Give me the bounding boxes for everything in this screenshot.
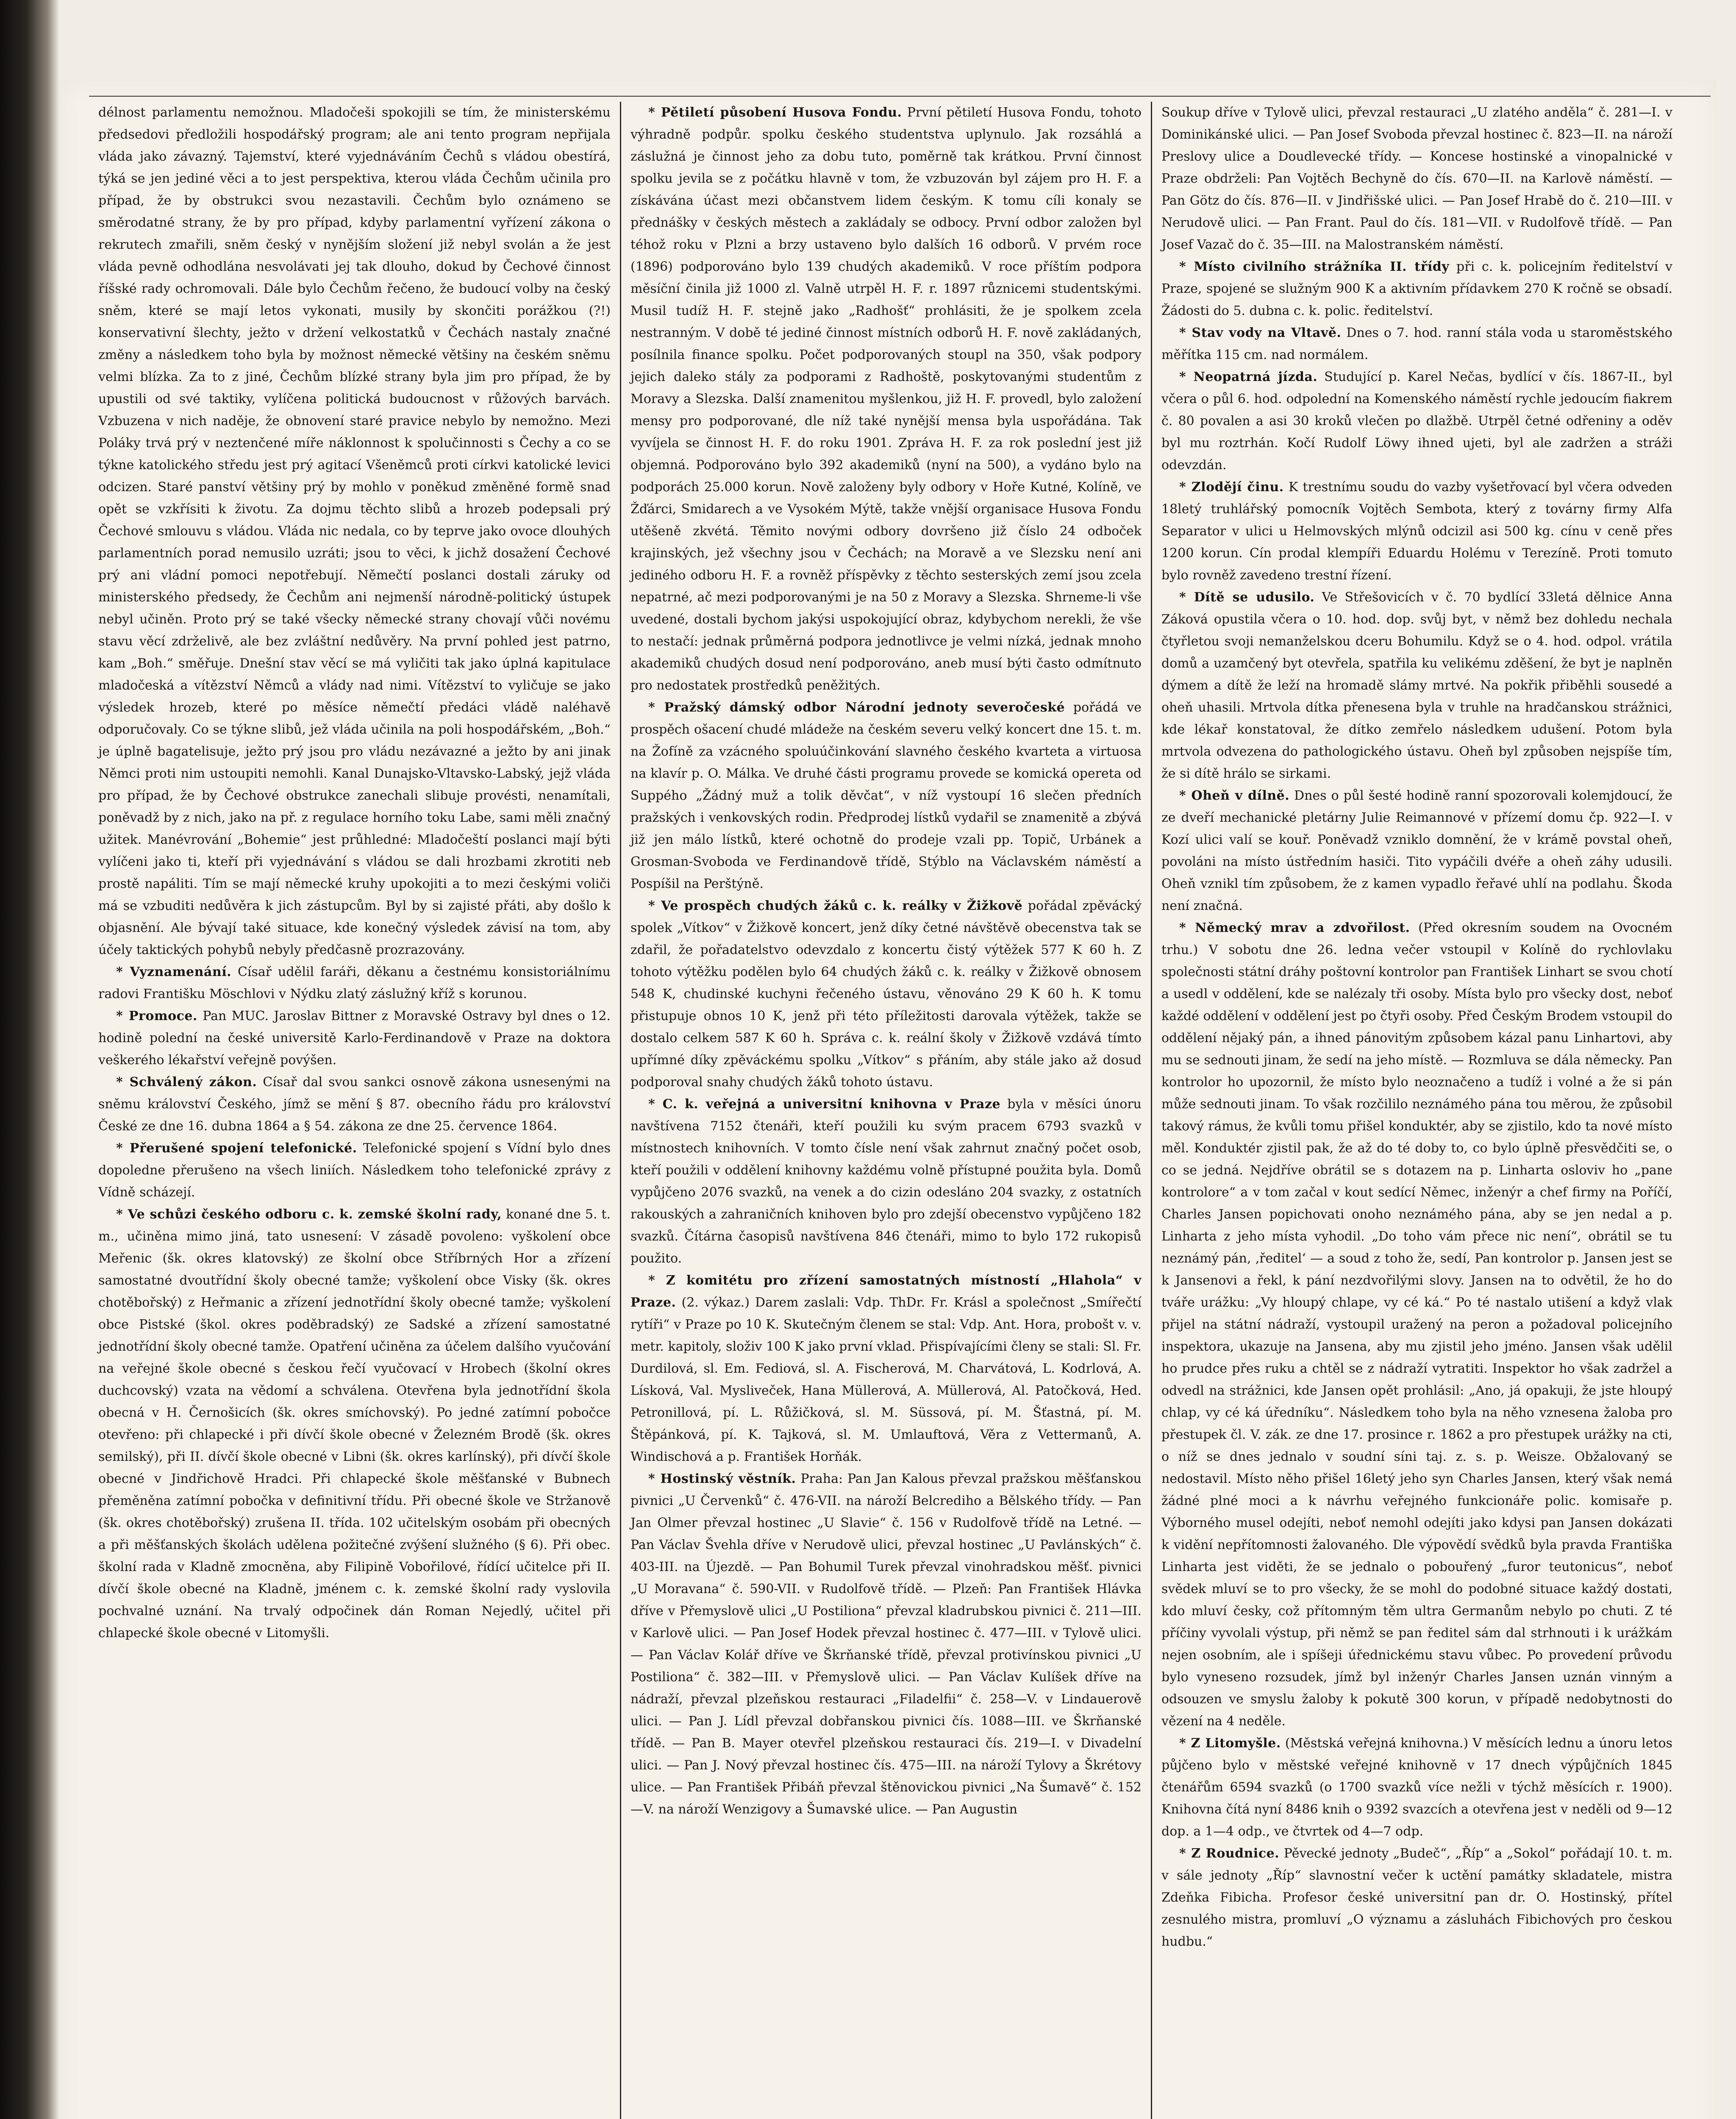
news-item-heading: * Oheň v dílně. <box>1179 788 1290 803</box>
news-item-text: Studující p. Karel Nečas, bydlící v čís. 1867-II., byl včera o půl 6. hod. odpolední na Komenského náměstí rychle jedoucím fiakrem č. 80 povalen a asi 30 kroků vlečen po dlažbě. Utrpěl četné odřeniny a oděv byl mu roztrhán. Kočí Rudolf Löwy ihned ujeti, byl ale zadržen a stráži odevzdán. <box>1161 370 1672 473</box>
news-item-text: Praha: Pan Jan Kalous převzal pražskou měšťanskou pivnici „U Červenků“ č. 476-VII. na nároží Belcrediho a Bělského třídy. — Pan Jan Olmer převzal hostinec „U Slavie“ č. 156 v Rudolfově třídě na Letné. — Pan Václav Švehla dříve v Nerudově ulici, převzal hostinec „U Pavlánských“ č. 403-III. na Újezdě. — Pan Bohumil Turek převzal vinohradskou měšť. pivnici „U Moravana“ č. 590-VII. v Rudolfově třídě. — Plzeň: Pan František Hlávka dříve v Přemyslově ulici „U Postiliona“ převzal kladrubskou pivnici č. 211—III. v Karlově ulici. — Pan Josef Hodek převzal hostinec č. 477—III. v Tylově ulici. — Pan Václav Kolář dříve ve Škrňanské třídě, převzal protivínskou pivnici „U Postiliona“ č. 382—III. v Přemyslově ulici. — Pan Václav Kulíšek dříve na nádraží, převzal plzeňskou restauraci „Filadelfii“ č. 258—V. v Lindauerově ulici. — Pan J. Lídl převzal dobřanskou pivnici čís. 1088—III. ve Škrňanské třídě. — Pan B. Mayer otevřel plzeňskou restauraci čís. 219—I. v Divadelní ulici. — Pan J. Nový převzal hostinec čís. 475—III. na nároží Tylovy a Škrétovy ulice. — Pan František Přibáň převzal štěnovickou pivnici „Na Šumavě“ č. 152—V. na nároží Wenzigovy a Šumavské ulice. — Pan Augustin <box>631 1471 1142 1817</box>
news-item-heading: * Schválený zákon. <box>116 1075 257 1090</box>
news-item-text: (2. výkaz.) Darem zaslali: Vdp. ThDr. Fr. Krásl a společnost „Smířečtí rytíři“ v Praze po 10 K. Skutečným členem se stal: Vdp. Ant. Hora, probošt v. v. metr. kapitoly, složiv 100 K jako první vklad. Přispívajícími členy se stali: Sl. Fr. Durdilová, sl. Em. Fediová, sl. A. Fischerová, M. Charvátová, L. Kodrlová, A. Lísková, Val. Mysliveček, Hana Müllerová, A. Müllerová, Al. Patočková, Hed. Petronillová, pí. L. Růžičková, sl. M. Süssová, pí. M. Šťastná, pí. M. Štěpánková, pí. K. Tajková, sl. M. Umlauftová, Věra z Vettermanů, A. Windischová a p. František Horňák. <box>631 1295 1142 1464</box>
news-item <box>1161 322 1672 366</box>
news-item-heading: * Pětiletí působení Husova Fondu. <box>648 105 902 120</box>
news-item <box>98 1005 611 1071</box>
news-item-text: (Před okresním soudem na Ovocném trhu.) V sobotu dne 26. ledna večer vstoupil v Kolíně do rychlovlaku společnosti státní dráhy poštovní kontrolor pan František Linhart se svou chotí a usedl v oddělení, kde se nalézaly tři osoby. Místa bylo pro všecky dost, neboť každé oddělení v oddělení jest po čtyři osoby. Před Českým Brodem vstoupil do oddělení nějaký pán, a ihned pánovitým způsobem kázal panu Linhartovi, aby mu se sednouti jinam, že sedí na jeho místě. — Rozmluva se dála německy. Pan kontrolor ho upozornil, že místo bylo neoznačeno a tudíž i volné a že si pán může sednouti jinam. To však rozčililo neznámého pána tou měrou, že způsobil takový rámus, že kvůli tomu přišel konduktér, aby se zjistilo, kdo ta nové místo měl. Konduktér zjistil pak, že až do té doby to, co bylo úplně přesvědčiti se, o co se jedná. Nejdříve obrátil se s dotazem na p. Linharta osloviv ho „pane kontrolore“ a v tom začal v kout sedící Němec, inženýr a chef firmy na Poříčí, Charles Jansen popichovati onoho neznámého pána, aby se jen nedal a p. Linharta z jeho místa vyhodil. „Do toho vám přece nic není“, obrátil se tu neznámý pán, ‚ředitel‘ — a soud z toho že, sedí, Pan kontrolor p. Jansen jest se k Jansenovi a řekl, k pání nezdvořilými slovy. Jansen na to odvětil, že ho do tváře urážku: „Vy hloupý chlape, vy cé ká.“ Po té nastalo utišení a když vlak přijel na státní nádraží, vystoupil uražený na peron a požadoval policejního inspektora, ukazuje na Jansena, aby mu zjistil jeho jméno. Jansen však udělil ho prudce přes ruku a chtěl se z nádraží vytratiti. Inspektor ho však zadržel a odvedl na strážnici, kde Jansen opět prohlásil: „Ano, já opakuji, že jste hloupý chlap, vy cé ká úředníku“. Následkem toho byla na něho vznesena žaloba pro přestupek čl. V. zák. ze dne 17. prosince r. 1862 a pro přestupek urážky na cti, o níž se dnes jednalo v soudní síni taj. z. s. p. Weisze. Obžalovaný se nedostavil. Místo něho přišel 16letý jeho syn Charles Jansen, který však nemá žádné plné moci a k návrhu veřejného funkcionáře polic. komisaře p. Výborného musel odejíti, neboť nemohl odejíti jako kdysi pan Jansen dokázati k vidění nepřítomnosti žalovaného. Dle výpovědí svědků byla pravda Františka Linharta jest viděti, že se jednalo o pobouřený „furor teutonicus“, neboť svědek mluví se to pro všecky, že se mohl do podobné situace každý dostati, kdo mluví česky, což přítomným těm ultra Germanům nebylo po chuti. Z té příčiny vyvolali výstup, při němž se pan ředitel sám dal strhnouti i k urážkám nejen osobním, ale i spíšeji úřednickému stavu vůbec. Po provedení průvodu bylo vyneseno rozsudek, jímž byl inženýr Charles Jansen uznán vinným a odsouzen ve smyslu žaloby k pokutě 300 korun, v případě nedobytnosti do vězení na 4 neděle. <box>1161 920 1673 1729</box>
news-item-text: Pěvecké jednoty „Budeč“, „Říp“ a „Sokol“ pořádají 10. t. m. v sále jednoty „Říp“ slavnostní večer k uctění památky skladatele, mistra Zdeňka Fibicha. Profesor české universitní pan dr. O. Hostinský, přítel zesnulého mistra, promluví „O významu a zásluhách Fibichových pro českou hudbu.“ <box>1161 1846 1672 1949</box>
news-item-text: První pětiletí Husova Fondu, tohoto výhradně podpůr. spolku českého studentstva uplynulo. Jak rozsáhlá a záslužná je činnost jeho za dobu tuto, poměrně tak krátkou. První činnost spolku jevila se z počátku hlavně v tom, že vzbuzován byl zájem pro H. F. a získávána účast mezi občanstvem lidem českým. K tomu cíli konaly se přednášky v českých městech a zakládaly se odbocy. První odbor založen byl téhož roku v Plzni a brzy ustaveno bylo dalších 16 odborů. V prvém roce (1896) podporováno bylo 139 chudých akademiků. V roce příštím podpora měsíční činila již 1000 zl. Valně utrpěl H. F. r. 1897 různicemi studentskými. Musil tudíž H. F. stejně jako „Radhošť“ prohlásiti, že je spolkem zcela nestranným. V době té jediné činnost místních odborů H. F. nově zakládaných, posílnila finance spolku. Počet podporovaných stoupl na 350, však podpory jejich daleko stály za podporami z Radhoště, poskytovanými studentům z Moravy a Slezska. Další znamenitou myšlenkou, již H. F. provedl, bylo založení mensy pro podporované, dle níž také nynější mensa byla uspořádána. Tak vyvíjela se činnost H. F. do roku 1901. Zpráva H. F. za rok poslední jest již objemná. Podporováno bylo 392 akademiků (nyní na 500), a vydáno bylo na podporách 25.000 korun. Nově založeny byly odbory v Hoře Kutné, Kolíně, ve Žďárci, Smidarech a ve Vysokém Mýtě, takže vnější organisace Husova Fondu utěšeně zkvétá. Těmito novými odbory dovršeno již číslo 24 odboček krajinských, jež všechny jsou v Čechách; na Moravě a ve Slezsku není ani jediného odboru H. F. a rovněž příspěvky z těchto sesterských zemí jsou zcela nepatrné, ač mezi podporovanými je na 50 z Moravy a Slezska. Shrneme-li vše uvedené, dostali bychom jakýsi uspokojující obraz, kdybychom nerekli, že vše to nestačí: jednak průměrná podpora jednotlivce je velmi nízká, jednak mnoho akademiků chudých dosud není podporováno, aneb musí býti často odmítnuto pro nedostatek prostředků peněžitých. <box>631 105 1142 693</box>
news-item <box>631 697 1142 895</box>
news-item-text: Dnes o 7. hod. ranní stála voda u staroměstského měřítka 115 cm. nad normálem. <box>1161 325 1672 362</box>
news-item-heading: * Z Roudnice. <box>1179 1846 1280 1861</box>
column-2 <box>620 102 1151 2119</box>
news-item <box>98 1071 611 1137</box>
news-item-heading: * Promoce. <box>116 1009 197 1023</box>
news-item-text: Dnes o půl šesté hodině ranní spozorovali kolemjdoucí, že ze dveří mechanické pletárny Julie Reimannové v přízemí domu čp. 922—I. v Kozí ulici valí se kouř. Poněvadž vzniklo domnění, že v krámě povstal oheň, povoláni na místo ústředním hasiči. Tito vypáčili dvéře a oheň záhy udusili. Oheň vznikl tím způsobem, že z kamen vypadlo řeřavé uhlí na podlahu. Škoda není značná. <box>1161 788 1672 913</box>
news-item <box>1161 785 1672 917</box>
news-item <box>1161 587 1672 785</box>
news-item-text: byla v měsíci únoru navštívena 7152 čtenáři, kteří použili ku svým pracem 6793 svazků v místnostech knihovních. V tomto čísle není však zahrnut značný počet osob, kteří použili v oddělení knihovny každému volně přístupné použita byla. Domů vypůjčeno 2076 svazků, na venek a do cizin odesláno 204 svazky, z ostatních rakouských a zahraničních knihoven bylo pro zdejší obecenstvo vypůjčeno 182 svazků. Čítárna časopisů navštívena 846 čtenáři, mimo to bylo 172 rukopisů použito. <box>631 1097 1142 1266</box>
column-1 <box>89 102 620 2119</box>
column-3 <box>1151 102 1682 2119</box>
continued-paragraph <box>98 102 611 961</box>
news-item-text: (Městská veřejná knihovna.) V měsících lednu a únoru letos půjčeno bylo v městské veřejné knihovně v 17 dnech výpůjčních 1845 čtenářům 6594 svazků (o 1700 svazků více nežli v týchž měsících r. 1900). Knihovna čítá nyní 8486 knih o 9392 svazcích a otevřena jest v neděli od 9—12 dop. a 1—4 odp., ve čtvrtek od 4—7 odp. <box>1161 1736 1672 1839</box>
news-item <box>631 1093 1142 1270</box>
news-item-heading: * Hostinský věstník. <box>648 1471 796 1486</box>
news-item-text: Pan MUC. Jaroslav Bittner z Moravské Ostravy byl dnes o 12. hodině polední na české universitě Karlo-Ferdinandově v Praze na doktora veškerého lékařství veřejně povýšen. <box>98 1009 611 1068</box>
news-item-heading: * Přerušené spojení telefonické. <box>116 1141 357 1156</box>
news-item <box>1161 256 1672 322</box>
news-item-heading: * Ve prospěch chudých žáků c. k. reálky v Žižkově <box>648 898 1023 913</box>
news-item <box>1161 476 1672 587</box>
news-item-heading: * Z komitétu pro zřízení samostatných místností „Hlahola“ v Praze. <box>631 1273 1142 1310</box>
news-item-heading: * Stav vody na Vltavě. <box>1179 325 1342 340</box>
text-columns <box>89 102 1682 2119</box>
news-item-text: pořádá ve prospěch ošacení chudé mládeže na českém severu velký koncert dne 15. t. m. na Žofíně za vzácného spoluúčinkování slavného českého kvarteta a virtuosa na klavír p. O. Málka. Ve druhé části programu provede se komická opereta od Suppého „Žádný muž a tolik děvčat“, v níž vystoupí 16 slečen předních pražských i venkovských rodin. Předprodej lístků vydařil se znamenitě a zbývá již jen málo lístků, které ochotně do prodeje vzali pp. Topič, Urbánek a Grosman-Svoboda ve Ferdinandově třídě, Stýblo na Václavském náměstí a Pospíšil na Perštýně. <box>631 700 1142 891</box>
top-rule <box>89 96 1711 97</box>
news-item <box>1161 1732 1672 1843</box>
news-item-text: při c. k. policejním ředitelství v Praze, spojené se služným 900 K a aktivním přídavkem 270 K ročně se obsadí. Žádosti do 5. dubna c. k. polic. ředitelství. <box>1161 259 1672 318</box>
news-item <box>631 102 1142 697</box>
news-item-text: Soukup dříve v Tylově ulici, převzal restauraci „U zlatého anděla“ č. 281—I. v Dominikánské ulici. — Pan Josef Svoboda převzal hostinec č. 823—II. na nároží Preslovy ulice a Doudlevecké třídy. — Koncese hostinské a vinopalnické v Praze obdrželi: Pan Vojtěch Bechyně do čís. 670—II. na Karlově náměstí. — Pan Götz do čís. 876—II. v Jindřišské ulici. — Pan Josef Hrabě do č. 210—III. v Nerudově ulici. — Pan Frant. Paul do čís. 181—VII. v Rudolfově třídě. — Pan Josef Vazač do č. 35—III. na Malostranském náměstí. <box>1161 105 1672 252</box>
news-item <box>98 1137 611 1204</box>
news-item-heading: * Německý mrav a zdvořilost. <box>1179 920 1410 935</box>
news-item-heading: * Vyznamenání. <box>116 965 232 979</box>
news-item <box>98 1204 611 1644</box>
news-item-heading: * Ve schůzi českého odboru c. k. zemské školní rady, <box>116 1207 502 1222</box>
news-item <box>98 961 611 1005</box>
news-item-text: pořádal zpěvácký spolek „Vítkov“ v Žižkově koncert, jenž díky četné návštěvě obecenstva tak se zdařil, že pořadatelstvo odevzdalo z koncertu čistý výtěžek 577 K 60 h. Z tohoto výtěžku podělen bylo 64 chudých žáků c. k. reálky v Žižkově obnosem 548 K, chudinské kuchyni řečeného ústavu, věnováno 29 K 60 h. K tomu přistupuje obnos 10 K, jenž při této příležitosti darovala výtěžek, takže se dostalo celkem 587 K 60 h. Správa c. k. reální školy v Žižkově vzdává tímto upřímné díky zpěváckému spolku „Vítkov“ s přáním, aby stále jako až dosud podporoval snahy chudých žáků tohoto ústavu. <box>631 898 1142 1090</box>
news-item-text: K trestnímu soudu do vazby vyšetřovací byl včera odveden 18letý truhlářský pomocník Vojtěch Sembota, který z továrny firmy Alfa Separator v ulici u Helmovských mlýnů odcizil asi 500 kg. cínu v ceně přes 1200 korun. Cín prodal klempíři Eduardu Holému v Terezíně. Proti tomuto bylo rovněž zavedeno trestní řízení. <box>1161 480 1672 583</box>
news-item <box>1161 366 1672 476</box>
news-item <box>631 1270 1142 1468</box>
news-item-text: konané dne 5. t. m., učiněna mimo jiná, tato usnesení: V zásadě povoleno: vyškolení obce Meřenic (šk. okres klatovský) ze školní obce Stříbrných Hor a zřízení samostatné dvoutřídní školy obecné tamže; vyškolení obce Visky (šk. okres chotěbořský) z Heřmanic a zřízení jednotřídní školy obecné tamže; vyškolení obce Pistské (škol. okres poděbradský) ze Sadské a zřízení samostatné jednotřídní školy obecné tamže. Opatření učiněna za účelem dalšího vyučování na veřejné škole obecné s českou řečí vyučovací v Hrobech (školní okres duchcovský) vzata na vědomí a schválena. Otevřena byla jednotřídní škola obecná v H. Černošicích (šk. okres smíchovský). Po jedné zatímní pobočce otevřeno: při chlapecké i při dívčí škole obecné v Železném Brodě (šk. okres semilský), při II. dívčí škole obecné v Libni (šk. okres karlínský), při dívčí škole obecné v Jindřichově Hradci. Při chlapecké škole měšťanské v Bubnech přeměněna zatímní pobočka v definitivní třídu. Při obecné škole ve Stržanově (šk. okres chotěbořský) zrušena II. třída. 102 učitelským osobám při obecných a při měšťanských školách udělena požitečné zvýšení služného (§ 6). Při obec. školní rada v Kladně zmocněna, aby Filipině Vobořilové, řídící učitelce při II. dívčí škole obecné na Kladně, jménem c. k. zemské školní rady vyslovila pochvalné uznání. Na trvalý odpočinek dán Roman Nejedlý, učitel při chlapecké škole obecné v Litomyšli. <box>98 1207 611 1641</box>
news-item-text: Císař dal svou sankci osnově zákona usnesenými na sněmu království Českého, jímž se mění § 87. obecního řádu pro království České ze dne 16. dubna 1864 a § 54. zákona ze dne 25. července 1864. <box>98 1075 611 1134</box>
news-item-heading: * Dítě se udusilo. <box>1179 590 1315 605</box>
news-item-text: délnost parlamentu nemožnou. Mladočeši spokojili se tím, že ministerskému předsedovi předložili hospodářský program; ale ani tento program nepřijala vláda jako závazný. Tajemství, které vyjednáváním Čechů s vládou obestírá, týká se jen jediné věci a to jest perspektiva, kterou vláda Čechům učinila pro případ, že by obstrukci svou nezastavili. Čechům bylo oznámeno se směrodatné strany, že by pro případ, kdyby parlamentní vyřízení zákona o rekrutech zmařili, sněm český v nynějším složení již nebyl svolán a že jest vláda pevně odhodlána nesvolávati jej tak dlouho, dokud by Čechové činnost říšské rady ochromovali. Dále bylo Čechům řečeno, že budoucí volby na český sněm, které se mají letos vykonati, musily by skončiti porážkou (?!) konservativní šlechty, ježto v držení velkostatků v Čechách nastaly značné změny a následkem toho byla by možnost německé většiny na českém sněmu velmi blízka. Za to z jiné, Čechům blízké strany byla jim pro případ, že by upustili od své taktiky, vylíčena politická budoucnost v růžových barvách. Vzbuzena v nich naděje, že obnovení staré pravice nebylo by nemožno. Mezi Poláky trvá prý v neztenčené míře náklonnost k spolučinnosti s Čechy a co se týkne katolického středu jest prý agitací Všeněmců proti církvi katolické levici odcizen. Staré panství většiny prý by mohlo v poněkud změněné formě snad opět se vzkřísiti k životu. Za dojmu těchto slibů a hrozeb podepsali prý Čechové smlouvu s vládou. Vláda nic nedala, co by teprve jako ovoce dlouhých parlamentních porad nemusilo uzráti; jsou to věci, k jichž dosažení Čechové prý ani vládní pomoci nepotřebují. Němečtí poslanci dostali záruky od ministerského předsedy, že Čechům ani nejmenší národně-politický ústupek nebyl učiněn. Proto prý se také všecky německé strany chovají vůči novému stavu věcí zdrželivě, ale bez zvláštní nedůvěry. Na první pohled jest patrno, kam „Boh.“ směřuje. Dnešní stav věcí se má vyličiti tak jako úplná kapitulace mladočeská a vítězství Němců a vlády nad nimi. Vítězství to vyličuje se jako výsledek hrozeb, které po měsíce němečtí předáci vládě naléhavě odporučovaly. Co se týkne slibů, jež vláda učinila na poli hospodářském, „Boh.“ je úplně bagatelisuje, ježto prý jsou pro vládu nezávazné a ježto by ani jinak Němci proti nim ustoupiti nemohli. Kanal Dunajsko-Vltavsko-Labský, jejž vláda pro případ, že by Čechové obstrukce zanechali slibuje provésti, nenamítali, poněvadž by z nich, jako na př. z regulace horního toku Labe, sami měli značný užitek. Manévrování „Bohemie“ jest průhledné: Mladočeští poslanci mají býti vylíčeni jako ti, kteří při vyjednávání s vládou se dali hrozbami zkrotiti neb prostě napáliti. Tím se mají německé kruhy upokojiti a to mezi českými voliči má se vzbuditi nedůvěra k jich zástupcům. Byl by si zajisté přáti, aby došlo k objasnění. Ale bývají také situace, kde konečný výsledek závisí na tom, aby účely taktických pohybů nebyly předčasně prozrazovány. <box>98 105 611 957</box>
news-item-heading: * Pražský dámský odbor Národní jednoty severočeské <box>648 700 1065 715</box>
binding-shadow <box>0 0 59 2119</box>
news-item-text: Císař udělil faráři, děkanu a čestnému konsistoriálnímu radovi Františku Möschlovi v Nýdku zlatý záslužný kříž s korunou. <box>98 965 611 1001</box>
news-item-heading: * Místo civilního strážníka II. třídy <box>1179 259 1450 274</box>
news-item-text: Telefonické spojení s Vídní bylo dnes dopoledne přerušeno na všech liniích. Následkem toho telefonické zprávy z Vídně scházejí. <box>98 1141 611 1200</box>
news-item <box>1161 1843 1672 1953</box>
news-item <box>631 895 1142 1093</box>
news-item-heading: * Neopatrná jízda. <box>1179 370 1318 384</box>
news-item-heading: * Z Litomyšle. <box>1179 1736 1281 1751</box>
news-item-heading: * C. k. veřejná a universitní knihovna v Praze <box>648 1097 1001 1112</box>
news-item-heading: * Zlodějí činu. <box>1179 480 1284 495</box>
continued-paragraph <box>1161 102 1672 256</box>
news-item <box>631 1468 1142 1821</box>
news-item <box>1161 917 1672 1732</box>
news-item-text: Ve Střešovicích v č. 70 bydlící 33letá dělnice Anna Záková opustila včera o 10. hod. dop. svůj byt, v němž bez dohledu nechala čtyřletou svoji nemanželskou dceru Bohumilu. Když se o 4. hod. odpol. vrátila domů a uzamčený byt otevřela, spatřila ku velikému zděšení, že byt je naplněn dýmem a dítě že leží na hromadě slámy mrtvé. Na pokřik přiběhli sousedé a oheň uhasili. Mrtvola dítka přenesena byla v truhle na hradčanskou strážnici, kde lékař konstatoval, že dítko zemřelo následkem udušení. Potom byla mrtvola odvezena do pathologického ústavu. Oheň byl způsoben nejspíše tím, že si dítě hrálo se sirkami. <box>1161 590 1672 781</box>
